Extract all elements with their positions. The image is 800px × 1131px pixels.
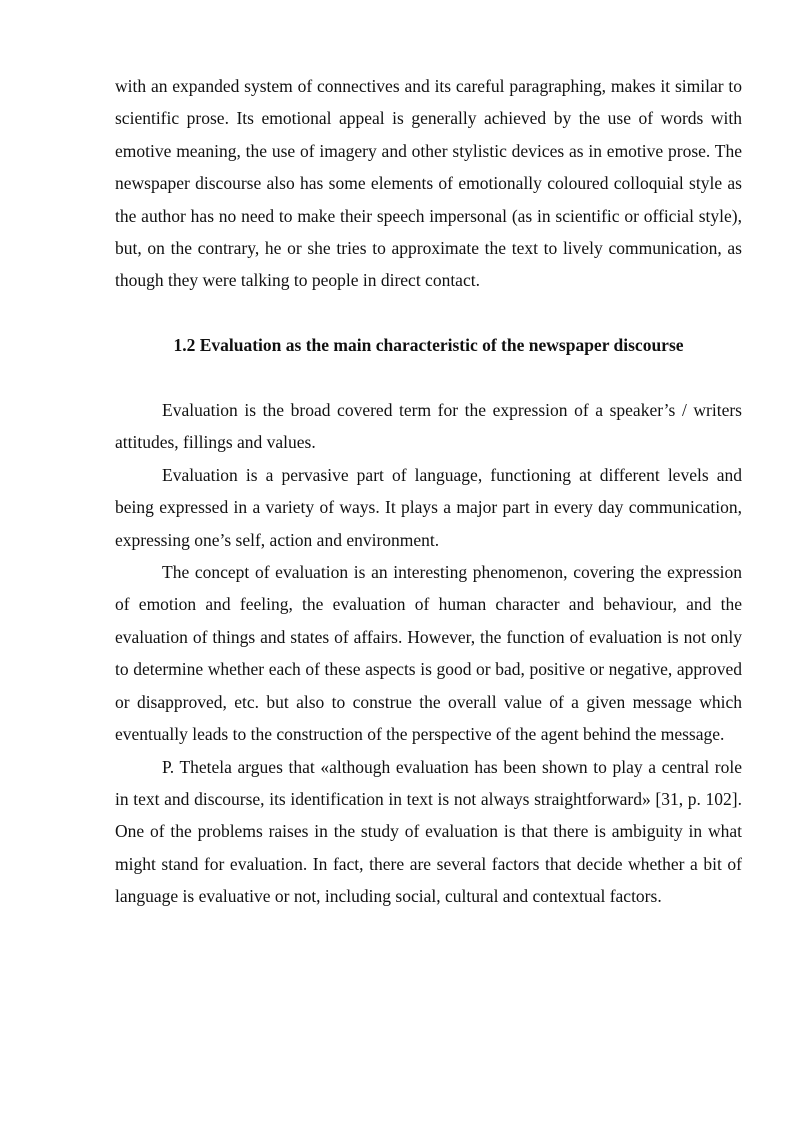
paragraph-evaluation-concept: The concept of evaluation is an interesting phenomenon, covering the expression of emotion and feeling, the evaluation of human character and behaviour, and the evaluation of things and states of affairs. However, the function of evaluation is not only to determine whether each of these aspects is good or bad, positive or negative, approved or disapproved, etc. but also to construe the overall value of a given message which eventually leads to the construction of the perspective of the agent behind the message. <box>115 562 742 745</box>
paragraph-thetela-quote: P. Thetela argues that «although evaluation has been shown to play a central role in text and discourse, its identification in text is not always straightforward» [31, p. 102]. One of the problems raises in the study of evaluation is that there is ambiguity in what might stand for evaluation. In fact, there are several factors that decide whether a bit of language is evaluative or not, including social, cultural and contextual factors. <box>115 756 742 907</box>
spacer <box>115 297 742 329</box>
spacer <box>115 362 742 394</box>
paragraph-continuation: with an expanded system of connectives and its careful paragraphing, makes it similar to scientific prose. Its emotional appeal is generally achieved by the use of words with emotive meaning, the use of imagery and other stylistic devices as in emotive prose. The newspaper discourse also has some elements of emotionally coloured colloquial style as the author has no need to make their speech impersonal (as in scientific or official style), but, on the contrary, he or she tries to approximate the text to lively communication, as though they were talking to people in direct contact. <box>115 76 742 291</box>
section-heading: 1.2 Evaluation as the main characteristic of the newspaper discourse <box>173 335 684 356</box>
paragraph-evaluation-definition: Evaluation is the broad covered term for the expression of a speaker’s / writers attitudes, fillings and values. <box>115 400 742 453</box>
document-page <box>115 70 742 913</box>
paragraph-evaluation-pervasive: Evaluation is a pervasive part of language, functioning at different levels and being expressed in a variety of ways. It plays a major part in every day communication, expressing one’s self, action and environment. <box>115 464 742 550</box>
